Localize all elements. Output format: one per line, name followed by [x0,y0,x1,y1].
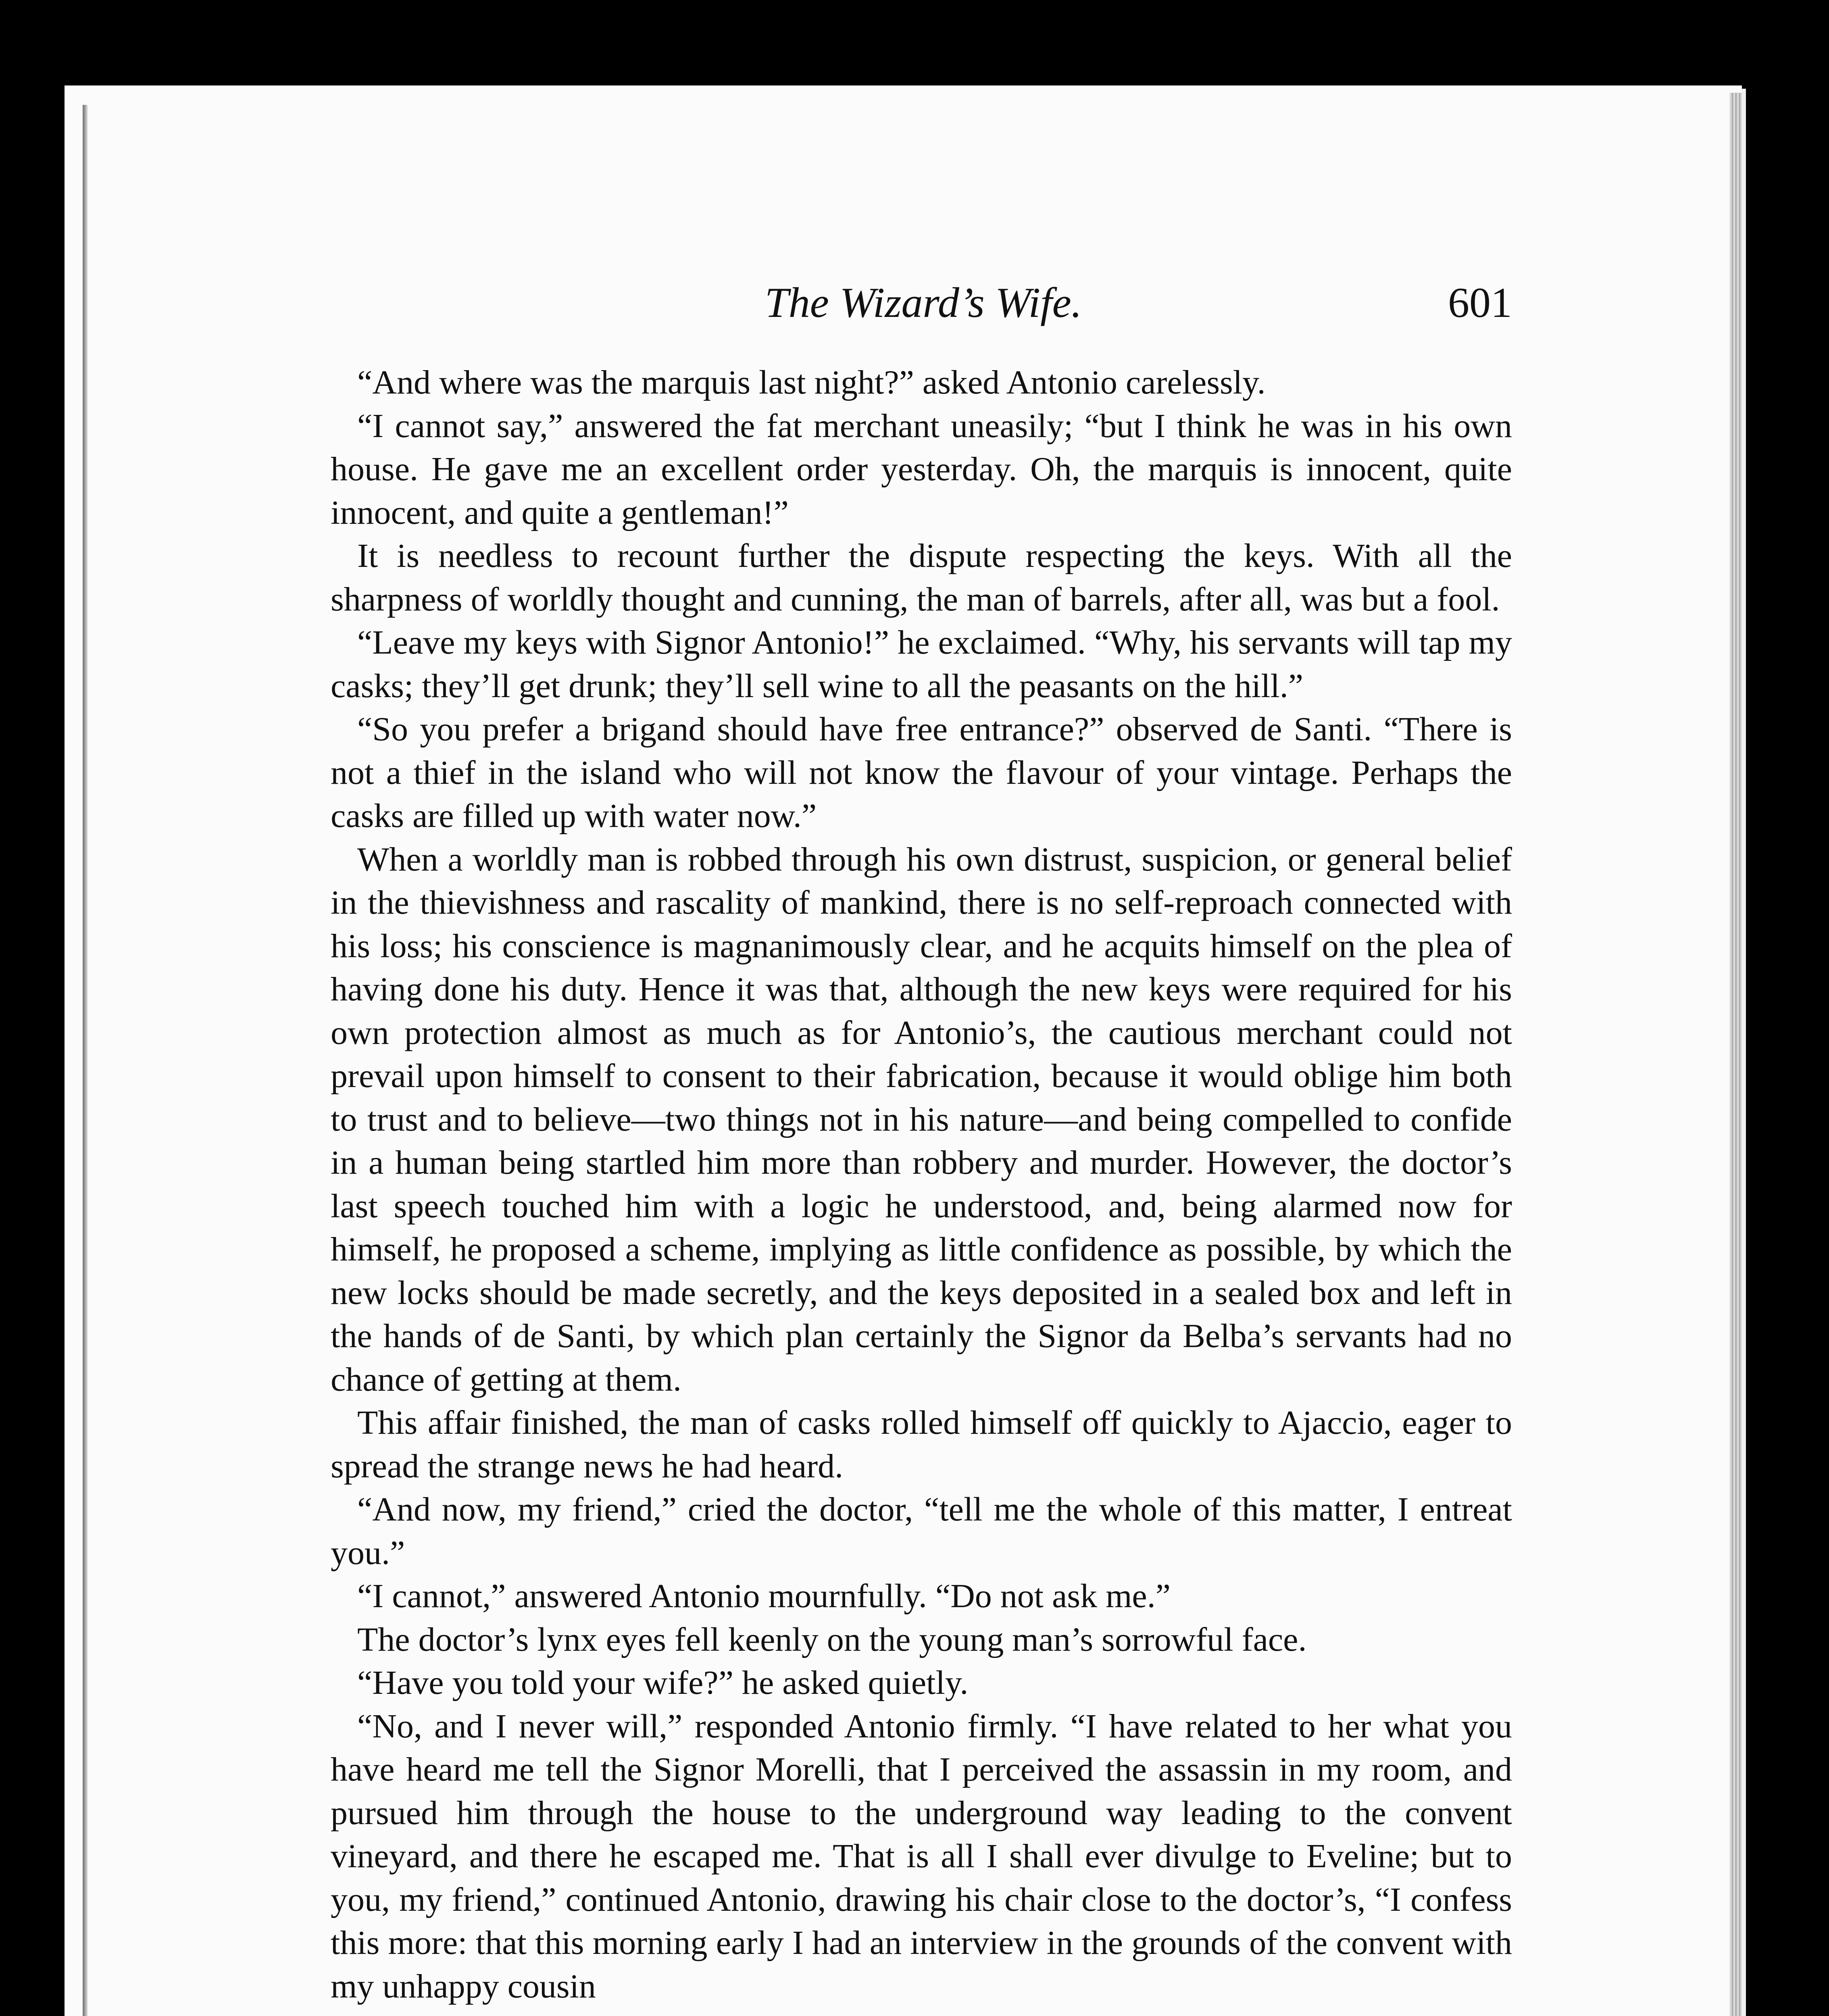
paragraph: “And where was the marquis last night?” asked Antonio carelessly. [357,364,1266,401]
paragraph: “I cannot,” answered Antonio mournfully. “Do not ask me.” [357,1577,1171,1615]
paragraph: “And now, my friend,” cried the doctor, “tell me the whole of this matter, I entreat you.” [331,1491,1512,1572]
paragraph: “I cannot say,” answered the fat merchant uneasily; “but I think he was in his own house. He gave me an excellent order yesterday. Oh, the marquis is innocent, quite innocent, and quite a gentleman!” [331,407,1512,531]
body-text [331,361,1512,2008]
running-title: The Wizard’s Wife. [765,279,1082,326]
paragraph: “Have you told your wife?” he asked quietly. [357,1664,969,1702]
running-head [335,278,1512,335]
paragraph: The doctor’s lynx eyes fell keenly on the young man’s sorrowful face. [357,1620,1307,1658]
page-edges [1730,93,1742,2016]
paragraph: It is needless to recount further the dispute respecting the keys. With all the sharpness of worldly thought and cunning, the man of barrels, after all, was but a fool. [331,537,1512,618]
page-edge-highlight [1742,89,1746,2016]
paragraph: “No, and I never will,” responded Antonio firmly. “I have related to her what you have heard me tell the Signor Morelli, that I perceived the assassin in my room, and pursued him through the house to the underground way leading to the convent vineyard, and there he escaped me. That is all I shall ever divulge to Eveline; but to you, my friend,” continued Antonio, drawing his chair close to the doctor’s, “I confess this more: that this morning early I had an interview in the grounds of the convent with my unhappy cousin [331,1707,1512,2005]
paragraph: This affair finished, the man of casks rolled himself off quickly to Ajaccio, eager to spread the strange news he had heard. [331,1404,1512,1485]
page-number: 601 [1448,279,1512,326]
paragraph: When a worldly man is robbed through his own distrust, suspicion, or general belief in the thievishness and rascality of mankind, there is no self-reproach connected with his loss; his conscience is magnanimously clear, and he acquits himself on the plea of having done his duty. Hence it was that, although the new keys were required for his own protection almost as much as for Antonio’s, the cautious merchant could not prevail upon himself to consent to their fabrication, because it would oblige him both to trust and to believe—two things not in his nature—and being compelled to confide in a human being startled him more than robbery and murder. However, the doctor’s last speech touched him with a logic he understood, and, being alarmed now for himself, he proposed a scheme, implying as little confidence as possible, by which the new locks should be made secretly, and the keys deposited in a sealed box and left in the hands of de Santi, by which plan certainly the Signor da Belba’s servants had no chance of getting at them. [331,840,1512,1398]
paragraph: “So you prefer a brigand should have free entrance?” observed de Santi. “There is not a thief in the island who will not know the flavour of your vintage. Perhaps the casks are filled up with water now.” [331,710,1512,835]
paragraph: “Leave my keys with Signor Antonio!” he exclaimed. “Why, his servants will tap my casks; they’ll get drunk; they’ll sell wine to all the peasants on the hill.” [331,624,1512,705]
page-gutter-shadow [83,105,88,2016]
